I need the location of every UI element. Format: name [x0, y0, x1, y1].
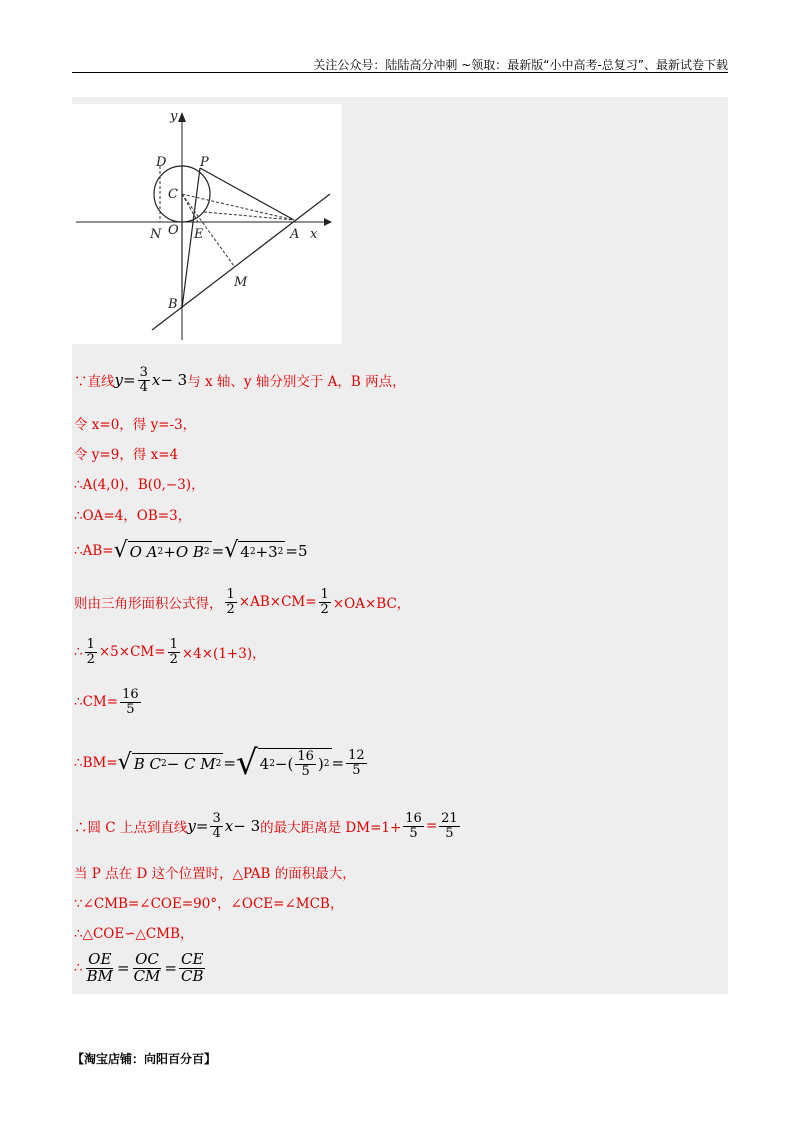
fraction: $\frac{OC}{CM}$	[133, 950, 161, 985]
fraction: $\frac{OE}{BM}$	[86, 950, 113, 985]
label-b: B	[168, 297, 178, 312]
fraction: $\frac{16}{5}$	[405, 811, 422, 841]
fraction: $\frac{1}{2}$	[169, 637, 178, 667]
label-c: C	[168, 187, 178, 202]
fraction: $\frac{3}{4}$	[139, 365, 148, 395]
line-8: ∴ $\frac{1}{2}$ ×5×CM= $\frac{1}{2}$ ×4×(1+3)，	[74, 637, 266, 667]
fraction: $\frac{CE}{CB}$	[180, 950, 204, 985]
figure-svg	[72, 104, 342, 344]
label-p: P	[200, 155, 209, 170]
line-15: ∴ $\frac{OE}{BM}$ = $\frac{OC}{CM}$ = $\frac{CE}{CB}$	[74, 950, 204, 985]
line-2: 令 x=0，得 y=-3，	[74, 417, 197, 433]
line-1: ∵直线 y = $\frac{3}{4}$ x − 3 与 x 轴、y 轴分别交于 A，B 两点，	[74, 365, 406, 395]
label-x: x	[310, 227, 318, 242]
fraction: $\frac{3}{4}$	[212, 811, 221, 841]
label-e: E	[194, 227, 204, 242]
line-4: ∴A(4,0)，B(0,−3)，	[74, 477, 205, 493]
x-axis-arrow	[324, 218, 332, 226]
fraction: $\frac{1}{2}$	[86, 637, 95, 667]
label-y: y	[170, 109, 178, 124]
label-m: M	[234, 275, 248, 290]
page-header: 关注公众号：陆陆高分冲刺 ~领取：最新版“小中高考-总复习”、最新试卷下载	[313, 58, 728, 72]
label-o: O	[168, 223, 179, 238]
line-5: ∴OA=4，OB=3，	[74, 508, 192, 524]
line-14: ∴△COE∽△CMB，	[74, 926, 194, 942]
line-ab	[152, 194, 330, 330]
label-d: D	[156, 155, 167, 170]
fraction: $\frac{1}{2}$	[226, 587, 235, 617]
fraction: $\frac{21}{5}$	[441, 811, 458, 841]
label-a: A	[290, 227, 300, 242]
line-13: ∵∠CMB=∠COE=90°，∠OCE=∠MCB，	[74, 896, 344, 912]
y-axis-arrow	[178, 112, 186, 122]
sqrt: √ B C 2 − C M 2	[117, 750, 222, 775]
sqrt: √ O A 2 + O B 2	[113, 538, 210, 563]
line-11: ∴圆 C 上点到直线 y = $\frac{3}{4}$ x − 3 的最大距离是 DM=1+ $\frac{16}{5}$ = $\frac{21}{5}$	[74, 811, 458, 841]
line-10: ∴BM= √ B C 2 − C M 2 = √ 4 2 − ( $\frac{16}{5}$ ) 2 = $\frac{12}{5}$	[74, 743, 365, 783]
line-9: ∴CM= $\frac{16}{5}$	[74, 687, 139, 717]
fraction: $\frac{1}{2}$	[320, 587, 329, 617]
line-6: ∴AB= √ O A 2 + O B 2 = √ 4 2 + 3 2 =5	[74, 538, 308, 563]
geometry-figure	[72, 104, 342, 344]
page-footer: 【淘宝店铺：向阳百分百】	[72, 1052, 217, 1066]
line-7: 则由三角形面积公式得， $\frac{1}{2}$ ×AB×CM= $\frac{1}{2}$ ×OA×BC，	[74, 587, 411, 617]
segment-pa	[200, 168, 294, 220]
label-n: N	[150, 227, 162, 242]
sqrt: √ 4 2 + 3 2	[224, 538, 284, 563]
fraction: $\frac{16}{5}$	[122, 687, 139, 717]
line-12: 当 P 点在 D 这个位置时，△PAB 的面积最大，	[74, 866, 356, 882]
sqrt: √ 4 2 − ( $\frac{16}{5}$ ) 2	[235, 743, 330, 783]
header-rule	[72, 72, 728, 73]
fraction: $\frac{12}{5}$	[348, 747, 365, 778]
line-3: 令 y=9，得 x=4	[74, 447, 179, 463]
